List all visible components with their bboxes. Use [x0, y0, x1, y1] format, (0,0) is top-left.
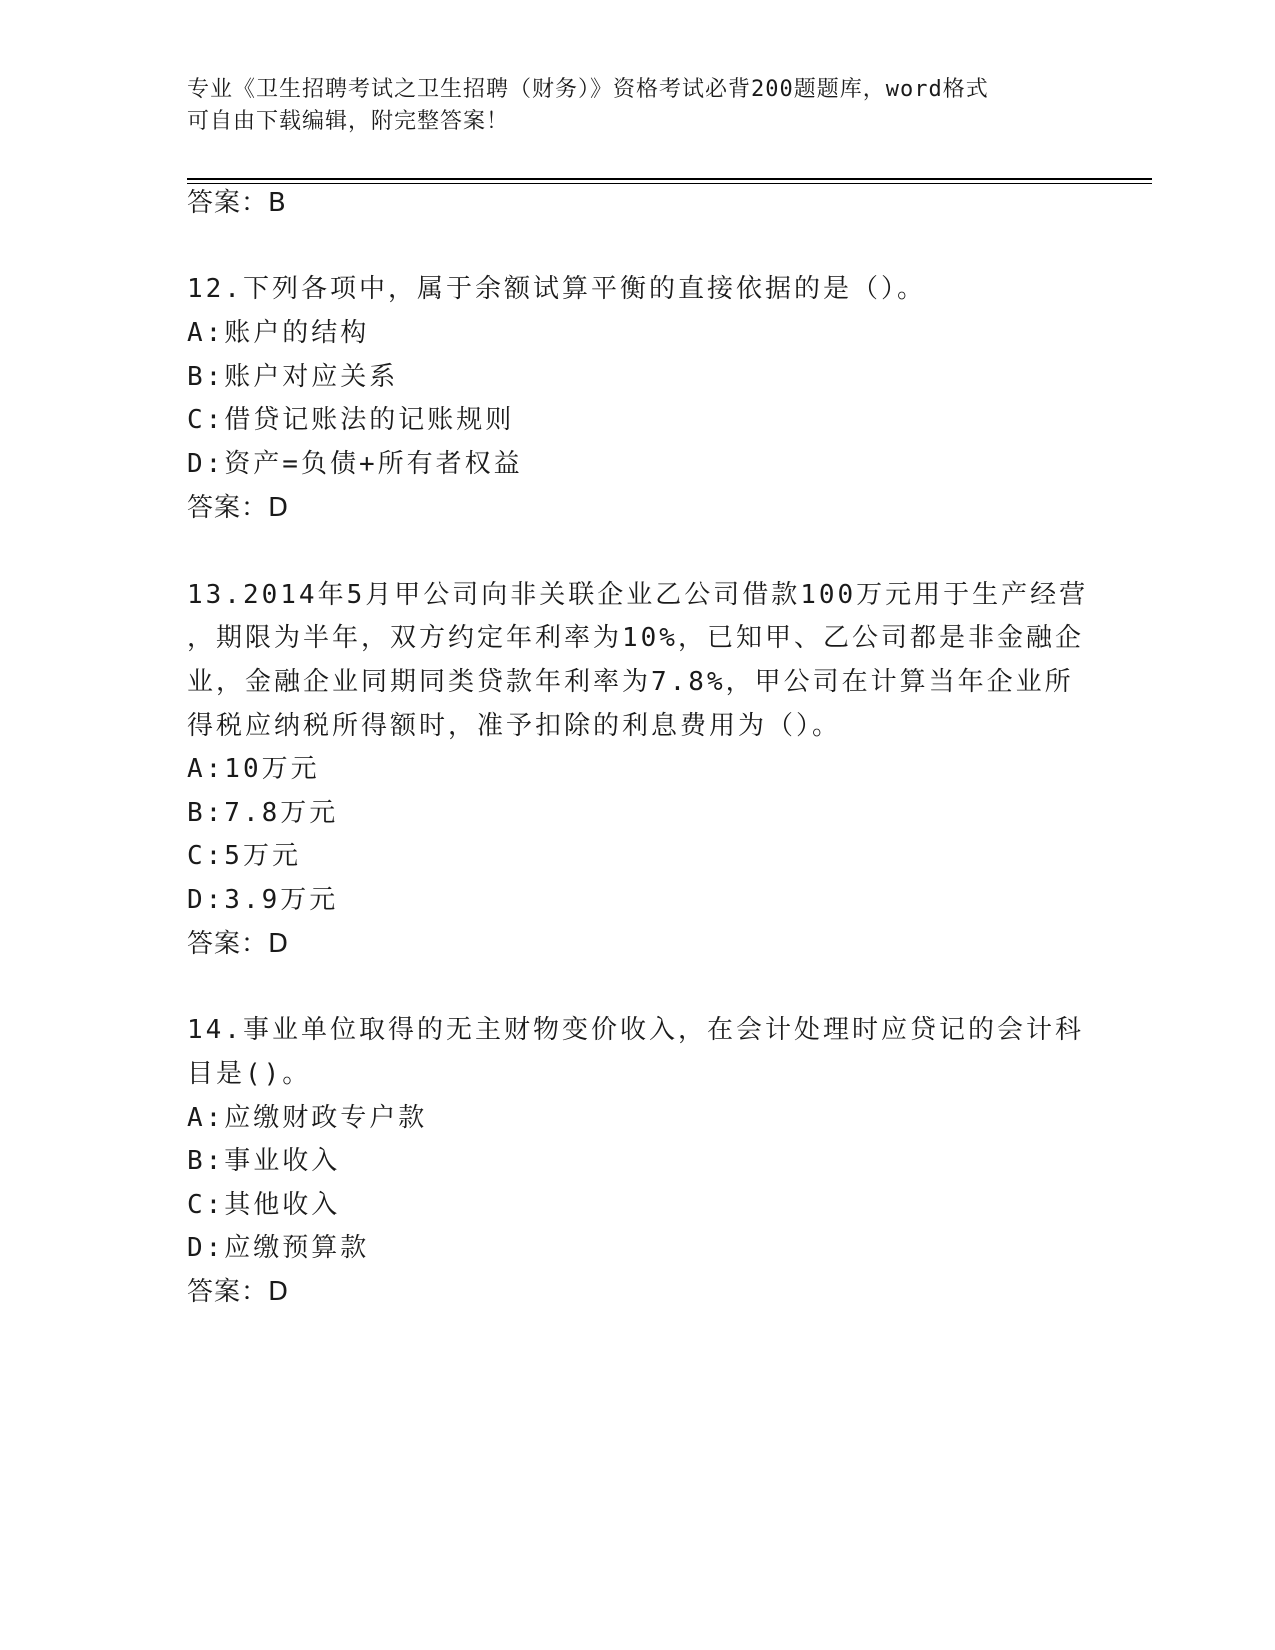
question-14-option-a: A:应缴财政专户款 [187, 1103, 428, 1133]
question-14-text-line-1: 14.事业单位取得的无主财物变价收入，在会计处理时应贷记的会计科 [187, 1015, 1084, 1045]
question-12-option-a: A:账户的结构 [187, 318, 370, 348]
question-14-option-c: C:其他收入 [187, 1190, 341, 1220]
question-12-answer: 答案：D [187, 493, 290, 523]
question-13-option-a: A:10万元 [187, 754, 320, 784]
question-14-option-b: B:事业收入 [187, 1146, 341, 1176]
header-divider-thin [187, 183, 1152, 184]
header-line-1: 专业《卫生招聘考试之卫生招聘（财务）》资格考试必背200题题库，word格式 [187, 77, 989, 102]
question-13-answer: 答案：D [187, 929, 290, 959]
question-12-option-d: D:资产=负债+所有者权益 [187, 449, 523, 479]
question-13-option-b: B:7.8万元 [187, 798, 339, 828]
question-13-option-d: D:3.9万元 [187, 885, 339, 915]
question-13-text-line-2: ，期限为半年，双方约定年利率为10%，已知甲、乙公司都是非金融企 [187, 623, 1084, 653]
previous-answer: 答案：B [187, 188, 287, 218]
question-14-answer: 答案：D [187, 1277, 290, 1307]
question-13-text-line-4: 得税应纳税所得额时，准予扣除的利息费用为（）。 [187, 711, 842, 741]
document-header [187, 74, 1067, 138]
question-13-option-c: C:5万元 [187, 841, 301, 871]
question-14-option-d: D:应缴预算款 [187, 1233, 370, 1263]
question-12-option-c: C:借贷记账法的记账规则 [187, 405, 515, 435]
question-13-text-line-1: 13.2014年5月甲公司向非关联企业乙公司借款100万元用于生产经营 [187, 580, 1089, 610]
question-12-text: 12.下列各项中，属于余额试算平衡的直接依据的是（）。 [187, 274, 926, 304]
question-12-option-b: B:账户对应关系 [187, 362, 399, 392]
header-divider-thick [187, 178, 1152, 180]
question-13-text-line-3: 业，金融企业同期同类贷款年利率为7.8%，甲公司在计算当年企业所 [187, 667, 1074, 697]
header-line-2: 可自由下载编辑，附完整答案！ [187, 109, 510, 134]
question-14-text-line-2: 目是()。 [187, 1059, 312, 1089]
